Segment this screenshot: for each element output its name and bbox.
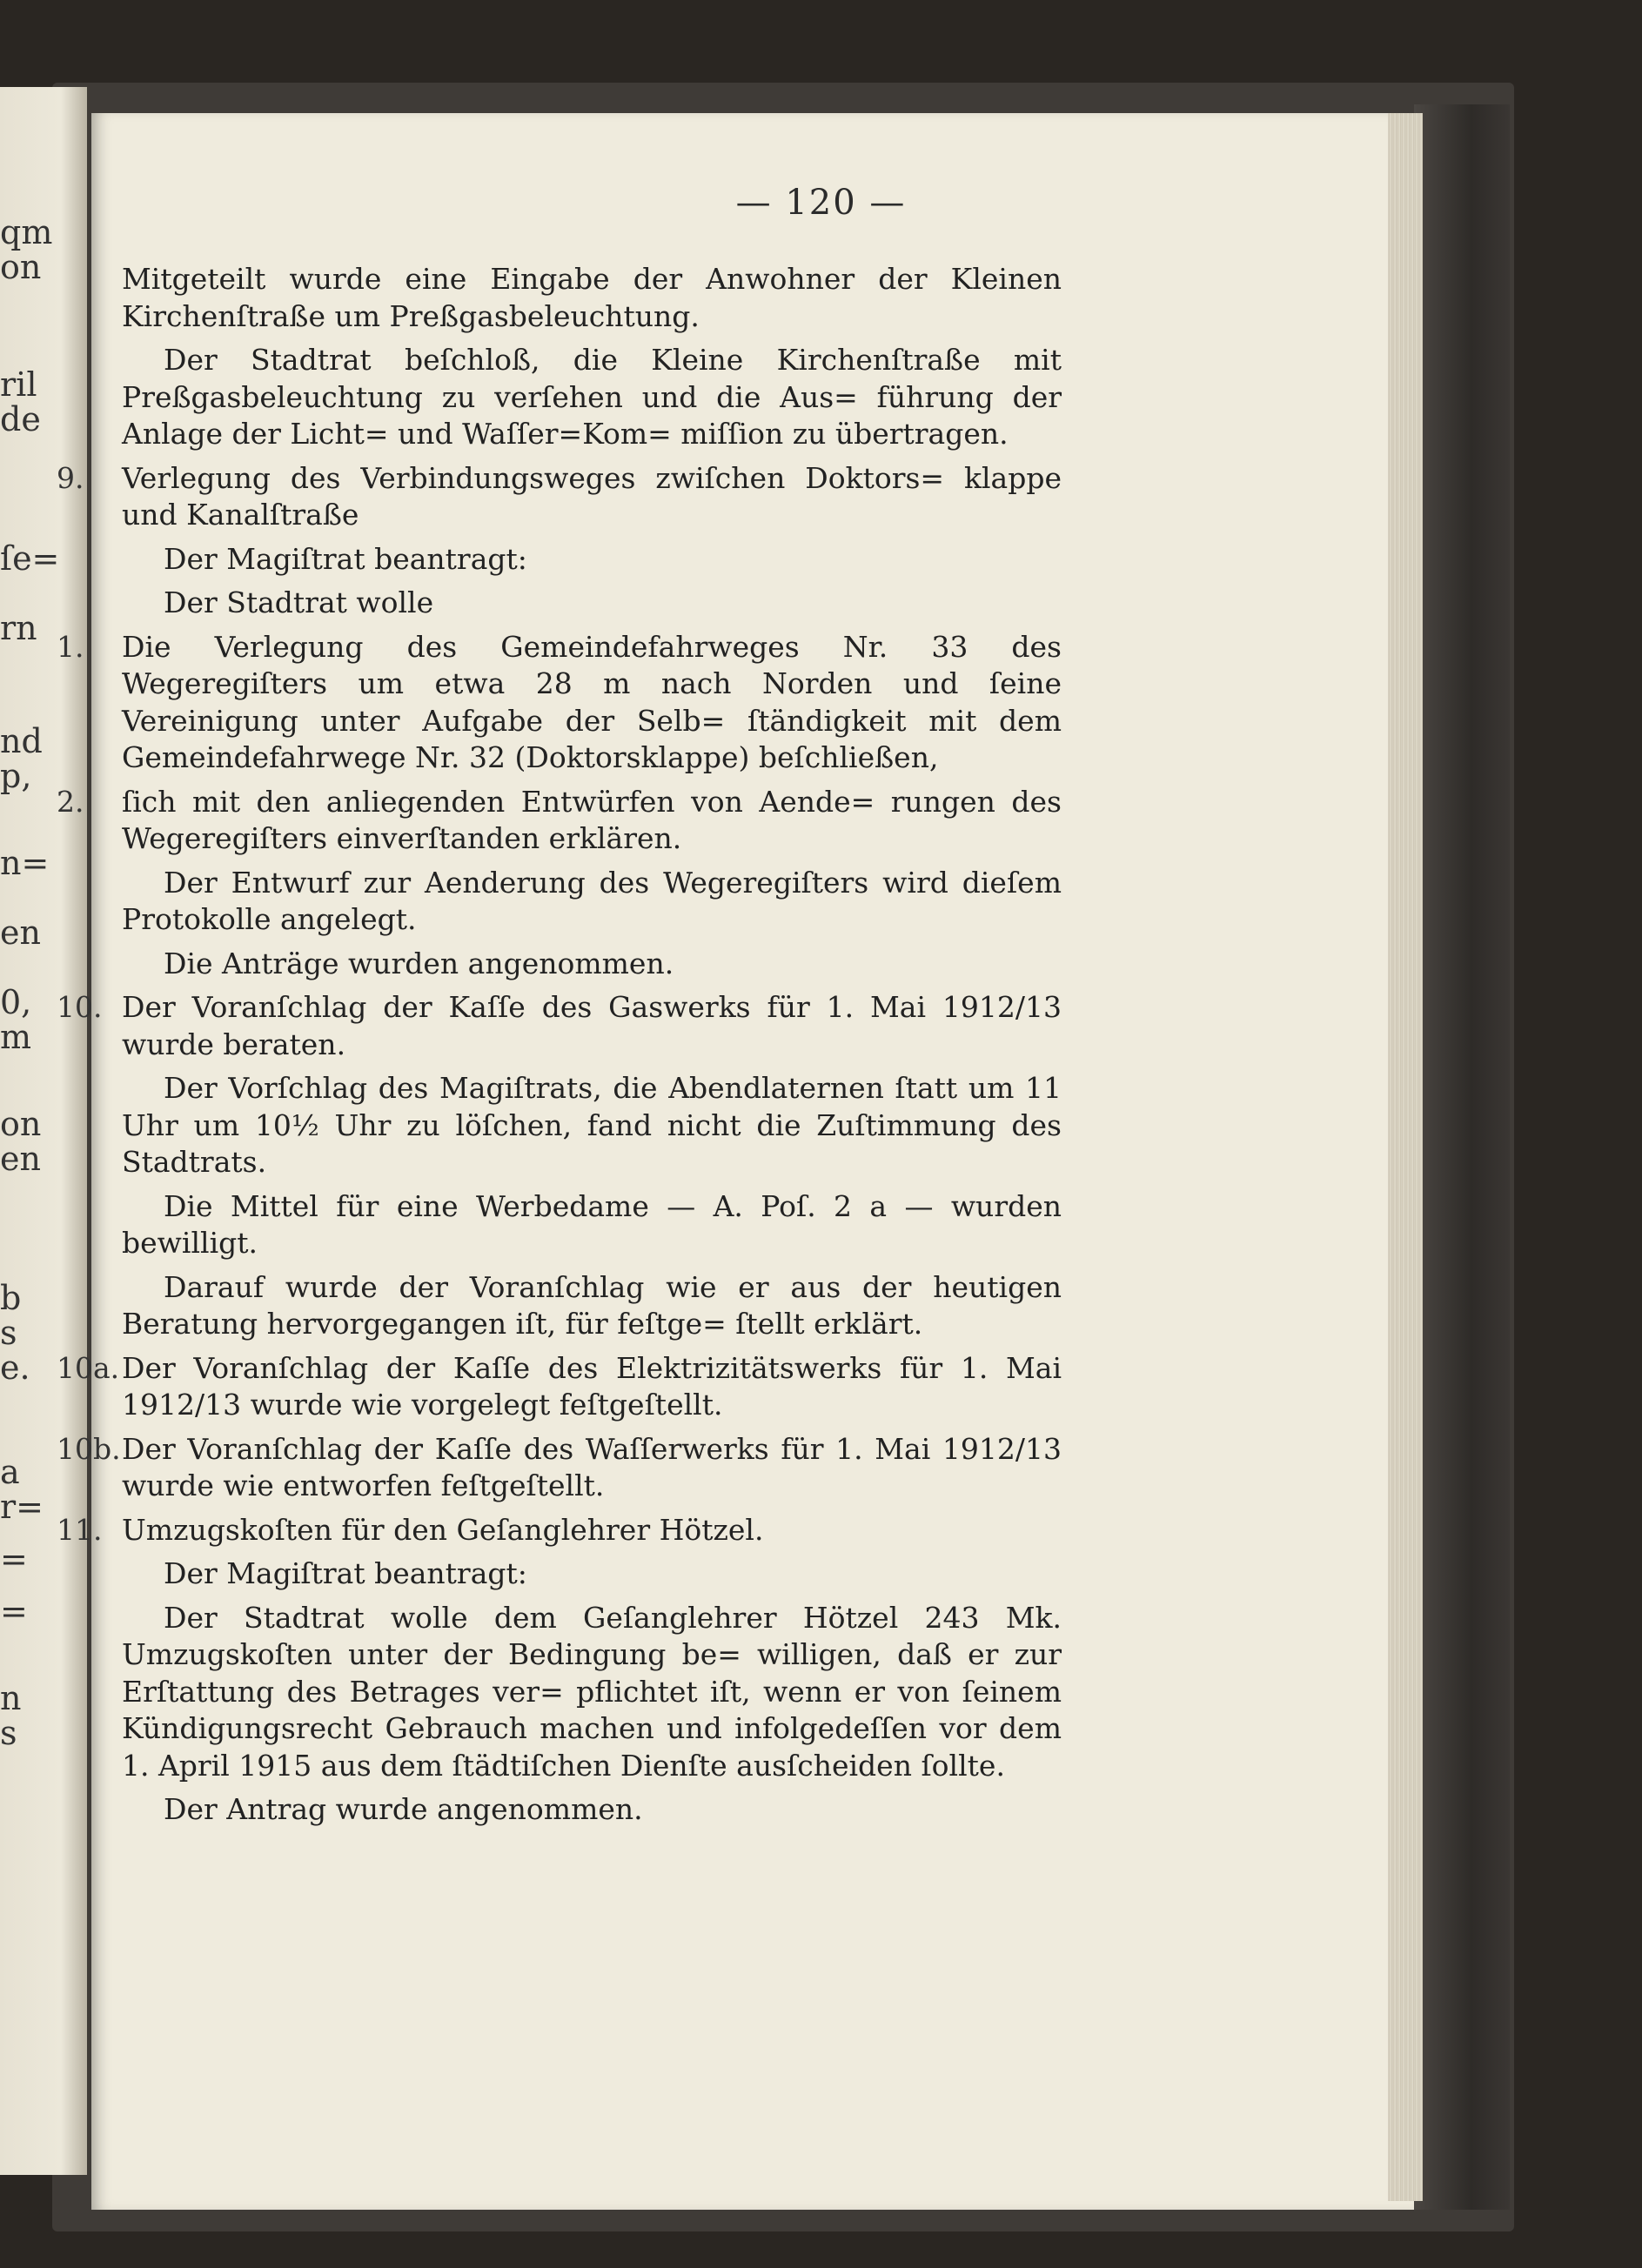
item-number: 1. xyxy=(57,629,84,664)
left-page-fragment: qm xyxy=(0,213,53,251)
item-number: 2. xyxy=(57,784,84,819)
paragraph-text: Der Entwurf zur Aenderung des Wegeregiſters wird dieſem Protokolle angelegt. xyxy=(122,865,1062,936)
left-page-fragment: nd xyxy=(0,722,43,760)
paragraph-block xyxy=(122,1269,1062,1343)
paragraph-text: Der Stadtrat wolle dem Geſanglehrer Hötzel 243 Mk. Umzugskoſten unter der Bedingung be= willigen, daß er zur Erſtattung des Betrages ver= pflichtet iſt, wenn er von ſeinem Kündigungsrecht Gebrauch machen und infolgedeſſen vor dem 1. April 1915 aus dem ſtädtiſchen Dienſte ausſcheiden ſollte. xyxy=(122,1600,1062,1783)
left-page-fragment: s xyxy=(0,1714,17,1752)
left-page-text-fragments xyxy=(0,87,70,2175)
paragraph-text: Der Stadtrat wolle xyxy=(164,585,434,619)
left-page-fragment: r= xyxy=(0,1488,44,1526)
paragraph-text: Der Voranſchlag der Kaſſe des Gaswerks für 1. Mai 1912/13 wurde beraten. xyxy=(122,990,1062,1061)
paragraph-block xyxy=(57,1512,1062,1549)
left-page-fragment: on xyxy=(0,1105,42,1143)
paragraph-text: Der Magiſtrat beantragt: xyxy=(164,1556,527,1590)
left-page-fragment: m xyxy=(0,1018,32,1056)
paragraph-block xyxy=(122,342,1062,453)
left-page-fragment: de xyxy=(0,400,41,438)
paragraph-block xyxy=(122,541,1062,579)
paragraph-text: Der Voranſchlag der Kaſſe des Waſſerwerks für 1. Mai 1912/13 wurde wie entworfen feſtgeſtellt. xyxy=(122,1431,1062,1502)
left-page-fragment: en xyxy=(0,913,41,952)
page-edges xyxy=(1388,113,1423,2201)
left-page-fragment: s xyxy=(0,1314,17,1352)
paragraph-text: Die Verlegung des Gemeindefahrweges Nr. 33 des Wegeregiſters um etwa 28 m nach Norden und ſeine Vereinigung unter Aufgabe der Selb= ſtändigkeit mit dem Gemeindefahrwege Nr. 32 (Doktorsklappe) beſchließen, xyxy=(122,629,1062,774)
item-number: 10b. xyxy=(57,1431,121,1466)
paragraph-block xyxy=(122,261,1062,335)
left-page-fragment: ril xyxy=(0,365,37,404)
paragraph-text: Der Vorſchlag des Magiſtrats, die Abendlaternen ſtatt um 11 Uhr um 10½ Uhr zu löſchen, fand nicht die Zuſtimmung des Stadtrats. xyxy=(122,1071,1062,1179)
left-page-fragment: p, xyxy=(0,757,32,795)
left-page-fragment: rn xyxy=(0,609,37,647)
paragraph-text: Verlegung des Verbindungsweges zwiſchen Doktors= klappe und Kanalſtraße xyxy=(122,460,1062,532)
page-number: — 120 — xyxy=(735,183,907,223)
left-page-fragment: ſe= xyxy=(0,539,60,578)
paragraph-block xyxy=(57,1431,1062,1505)
left-page-fragment: = xyxy=(0,1592,28,1630)
item-number: 10. xyxy=(57,990,103,1024)
paragraph-block xyxy=(57,629,1062,777)
paragraph-block xyxy=(122,1791,1062,1829)
item-number: 11. xyxy=(57,1512,103,1547)
paragraph-block xyxy=(122,1555,1062,1593)
paragraph-text: Der Magiſtrat beantragt: xyxy=(164,541,527,576)
left-page-fragment: e. xyxy=(0,1348,30,1387)
paragraph-text: Die Mittel für eine Werbedame — A. Poſ. 2 a — wurden bewilligt. xyxy=(122,1188,1062,1260)
paragraph-block xyxy=(57,784,1062,858)
paragraph-block xyxy=(122,865,1062,939)
paragraph-text: ſich mit den anliegenden Entwürfen von Aende= rungen des Wegeregiſters einverſtanden erklären. xyxy=(122,784,1062,855)
item-number: 10a. xyxy=(57,1350,120,1385)
paragraph-text: Die Anträge wurden angenommen. xyxy=(164,946,674,980)
left-page-fragment: n= xyxy=(0,844,50,882)
paragraph-text: Der Stadtrat beſchloß, die Kleine Kirchenſtraße mit Preßgasbeleuchtung zu verſehen und die Aus= führung der Anlage der Licht= und Waſſer=Kom= miſſion zu übertragen. xyxy=(122,343,1062,451)
paragraph-block xyxy=(57,460,1062,534)
left-page-fragment: 0, xyxy=(0,983,32,1021)
left-page-fragment: a xyxy=(0,1453,20,1491)
paragraph-text: Der Voranſchlag der Kaſſe des Elektrizitätswerks für 1. Mai 1912/13 wurde wie vorgelegt feſtgeſtellt. xyxy=(122,1350,1062,1422)
paragraph-text: Der Antrag wurde angenommen. xyxy=(164,1792,643,1826)
paragraph-text: Mitgeteilt wurde eine Eingabe der Anwohner der Kleinen Kirchenſtraße um Preßgasbeleuchtung. xyxy=(122,262,1062,333)
paragraph-block xyxy=(122,585,1062,622)
paragraph-text: Darauf wurde der Voranſchlag wie er aus der heutigen Beratung hervorgegangen iſt, für feſtge= ſtellt erklärt. xyxy=(122,1269,1062,1341)
paragraph-text: Umzugskoſten für den Geſanglehrer Hötzel. xyxy=(122,1512,764,1547)
paragraph-block xyxy=(57,989,1062,1063)
paragraph-block xyxy=(57,1350,1062,1424)
left-page-fragment: n xyxy=(0,1679,22,1717)
paragraph-block xyxy=(122,946,1062,983)
left-page-fragment: on xyxy=(0,248,42,286)
paragraph-block xyxy=(122,1070,1062,1181)
item-number: 9. xyxy=(57,460,84,495)
left-page-fragment: b xyxy=(0,1279,22,1317)
left-page-fragment: en xyxy=(0,1140,41,1178)
book-spine xyxy=(1414,104,1510,2210)
page-text-body xyxy=(57,261,1062,1836)
paragraph-block xyxy=(122,1188,1062,1262)
left-page-fragment: = xyxy=(0,1540,28,1578)
paragraph-block xyxy=(122,1600,1062,1785)
